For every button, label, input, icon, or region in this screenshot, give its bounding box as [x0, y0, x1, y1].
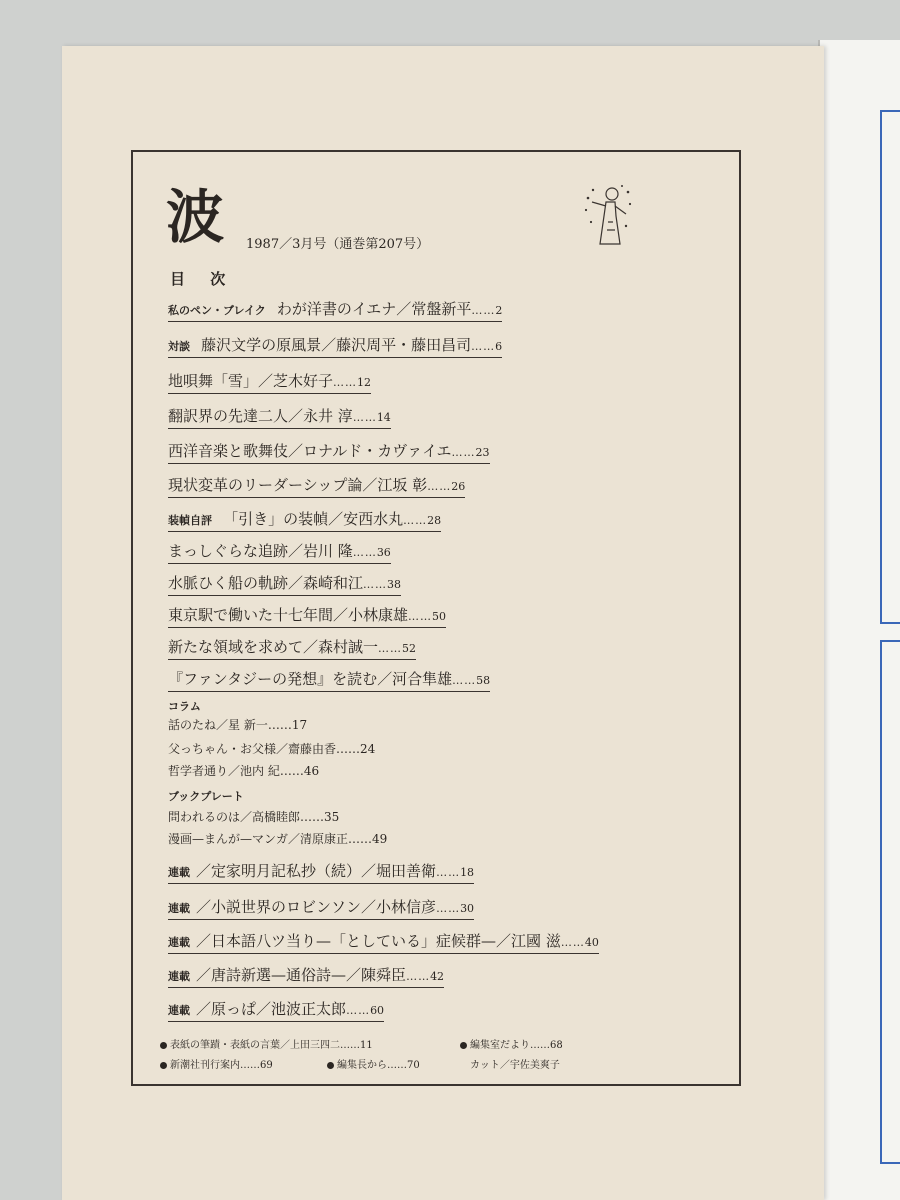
column-entry: 父っちゃん・お父様／齋藤由香……24 [168, 742, 376, 756]
adjacent-page-frame [880, 640, 900, 1164]
entry-page: 46 [303, 764, 320, 778]
entry-label: 対談 [168, 340, 190, 353]
entry-page: 35 [324, 810, 340, 824]
entry-author: 河合隼雄 [392, 670, 453, 688]
entry-title: 東京駅で働いた十七年間 [168, 606, 334, 624]
entry-author: 安西水丸 [343, 510, 404, 528]
entry-author: 芝木好子 [273, 372, 334, 390]
adjacent-page-frame [880, 110, 900, 624]
entry-author: 常盤新平 [411, 300, 472, 318]
entry-author: 星 新一 [228, 718, 268, 732]
entry-page: 49 [372, 832, 388, 846]
bullet-icon [327, 1062, 334, 1069]
column-entry: 哲学者通り／池内 紀……46 [168, 764, 320, 778]
serial-entry: 連載 ／定家明月記私抄（続）／堀田善衛……18 [168, 860, 474, 884]
figure-illustration [582, 182, 634, 252]
entry-title: 翻訳界の先達二人 [168, 407, 289, 425]
toc-entry: 装幀自評 「引き」の装幀／安西水丸……28 [168, 508, 441, 532]
entry-page: 36 [376, 546, 391, 559]
toc-heading: 目 次 [170, 270, 236, 288]
entry-author: 齋藤由香 [288, 742, 337, 756]
entry-page: 52 [402, 642, 417, 655]
entry-title: 小説世界のロビンソン [211, 898, 362, 916]
entry-author: ロナルド・カヴァイエ [303, 442, 452, 460]
footer-page: 70 [407, 1060, 420, 1071]
entry-title: 西洋音楽と歌舞伎 [168, 442, 289, 460]
entry-label: 連載 [168, 970, 190, 983]
bullet-icon [160, 1042, 167, 1049]
entry-label: 装幀自評 [168, 514, 212, 527]
toc-entry: まっしぐらな追跡／岩川 隆……36 [168, 540, 391, 564]
bullet-icon [460, 1042, 467, 1049]
entry-title: 問われるのは [168, 810, 241, 824]
footer-text: 表紙の筆蹟・表紙の言葉／上田三四二 [170, 1040, 340, 1051]
footer-text: 編集室だより [470, 1040, 530, 1051]
entry-author: 江國 滋 [511, 932, 561, 950]
adjacent-page [818, 40, 900, 1200]
footer-cover-credit: 表紙の筆蹟・表紙の言葉／上田三四二……11 [160, 1036, 373, 1051]
entry-page: 6 [495, 340, 503, 353]
entry-author: 江坂 彰 [377, 476, 428, 494]
entry-page: 58 [476, 674, 491, 687]
masthead-title: 波 [166, 183, 225, 251]
footer-editorial-room: 編集室だより……68 [460, 1036, 563, 1051]
serial-entry: 連載 ／唐詩新選—通俗詩—／陳舜臣……42 [168, 964, 444, 988]
footer-text: 新潮社刊行案内 [170, 1060, 240, 1071]
entry-author: 高橋睦郎 [252, 810, 301, 824]
entry-page: 12 [357, 376, 372, 389]
entry-title: 日本語八ツ当り—「としている」症候群— [211, 932, 497, 950]
entry-page: 26 [451, 480, 466, 493]
entry-author: 小林康雄 [348, 606, 409, 624]
entry-page: 14 [376, 411, 391, 424]
entry-page: 40 [584, 936, 599, 949]
entry-label: 連載 [168, 866, 190, 879]
entry-title: 父っちゃん・お父様 [168, 742, 277, 756]
serial-entry: 連載 ／原っぱ／池波正太郎……60 [168, 998, 384, 1022]
entry-title: わが洋書のイエナ [276, 300, 397, 318]
entry-author: 池波正太郎 [271, 1000, 347, 1018]
entry-page: 38 [387, 578, 402, 591]
entry-page: 17 [291, 718, 308, 732]
entry-title: 現状変革のリーダーシップ論 [168, 476, 363, 494]
entry-page: 24 [360, 742, 376, 756]
entry-label: 連載 [168, 936, 190, 949]
entry-author: 森村誠一 [318, 638, 379, 656]
entry-label: 連載 [168, 1004, 190, 1017]
entry-title: 新たな領域を求めて [168, 638, 304, 656]
toc-entry: 対談 藤沢文学の原風景／藤沢周平・藤田昌司……6 [168, 334, 502, 358]
entry-title: 地唄舞「雪」 [168, 372, 259, 390]
entry-label: 私のペン・ブレイク [168, 304, 266, 317]
entry-author: 永井 淳 [303, 407, 353, 425]
toc-entry: 西洋音楽と歌舞伎／ロナルド・カヴァイエ……23 [168, 440, 490, 464]
toc-entry: 地唄舞「雪」／芝木好子……12 [168, 370, 371, 394]
entry-author: 陳舜臣 [361, 966, 407, 984]
entry-author: 堀田善衛 [376, 862, 437, 880]
entry-page: 42 [430, 970, 445, 983]
toc-entry: 東京駅で働いた十七年間／小林康雄……50 [168, 604, 446, 628]
entry-title: 原っぱ [211, 1000, 257, 1018]
toc-entry: 翻訳界の先達二人／永井 淳……14 [168, 405, 391, 429]
footer-page: 11 [360, 1040, 373, 1051]
footer-page: 68 [550, 1040, 563, 1051]
entry-author: 池内 紀 [240, 764, 280, 778]
column-section-label: コラム [168, 700, 201, 713]
toc-entry: 私のペン・ブレイク わが洋書のイエナ／常盤新平……2 [168, 298, 502, 322]
entry-title: 話のたね [168, 718, 217, 732]
serial-entry: 連載 ／小説世界のロビンソン／小林信彦……30 [168, 896, 474, 920]
bookplate-section-label: ブックプレート [168, 790, 244, 803]
bookplate-entry: 問われるのは／高橋睦郎……35 [168, 810, 340, 824]
entry-author: 森崎和江 [303, 574, 364, 592]
toc-entry: 新たな領域を求めて／森村誠一……52 [168, 636, 416, 660]
issue-info: 1987／3月号（通巻第207号） [246, 237, 430, 252]
entry-page: 18 [460, 866, 475, 879]
magazine-page [62, 46, 824, 1200]
entry-title: 唐詩新選—通俗詩— [211, 966, 347, 984]
entry-page: 50 [432, 610, 447, 623]
column-entry: 話のたね／星 新一……17 [168, 718, 308, 732]
entry-author: 清原康正 [300, 832, 349, 846]
entry-title: 定家明月記私抄（続） [211, 862, 362, 880]
entry-title: 「引き」の装幀 [223, 510, 329, 528]
entry-page: 23 [475, 446, 490, 459]
toc-entry: 現状変革のリーダーシップ論／江坂 彰……26 [168, 474, 465, 498]
entry-label: 連載 [168, 902, 190, 915]
entry-page: 2 [495, 304, 503, 317]
footer-page: 69 [260, 1060, 273, 1071]
toc-entry: 『ファンタジーの発想』を読む／河合隼雄……58 [168, 668, 490, 692]
toc-entry: 水脈ひく船の軌跡／森崎和江……38 [168, 572, 401, 596]
footer-text: 編集長から [337, 1060, 387, 1071]
entry-title: まっしぐらな追跡 [168, 542, 289, 560]
entry-author: 小林信彦 [376, 898, 437, 916]
entry-page: 60 [370, 1004, 385, 1017]
entry-title: 哲学者通り [168, 764, 229, 778]
entry-page: 30 [460, 902, 475, 915]
footer-cut-credit: カット／宇佐美爽子 [470, 1060, 560, 1071]
bullet-icon [160, 1062, 167, 1069]
entry-title: 『ファンタジーの発想』を読む [168, 670, 378, 688]
entry-author: 岩川 隆 [303, 542, 353, 560]
footer-new-books: 新潮社刊行案内……69 [160, 1056, 273, 1071]
entry-title: 藤沢文学の原風景 [201, 336, 322, 354]
bookplate-entry: 漫画—まんが—マンガ／清原康正……49 [168, 832, 388, 846]
footer-editor: 編集長から……70 [327, 1056, 420, 1071]
entry-title: 水脈ひく船の軌跡 [168, 574, 289, 592]
serial-entry: 連載 ／日本語八ツ当り—「としている」症候群—／江國 滋……40 [168, 930, 599, 954]
entry-author: 藤沢周平・藤田昌司 [336, 336, 472, 354]
entry-title: 漫画—まんが—マンガ [168, 832, 289, 846]
entry-page: 28 [427, 514, 442, 527]
